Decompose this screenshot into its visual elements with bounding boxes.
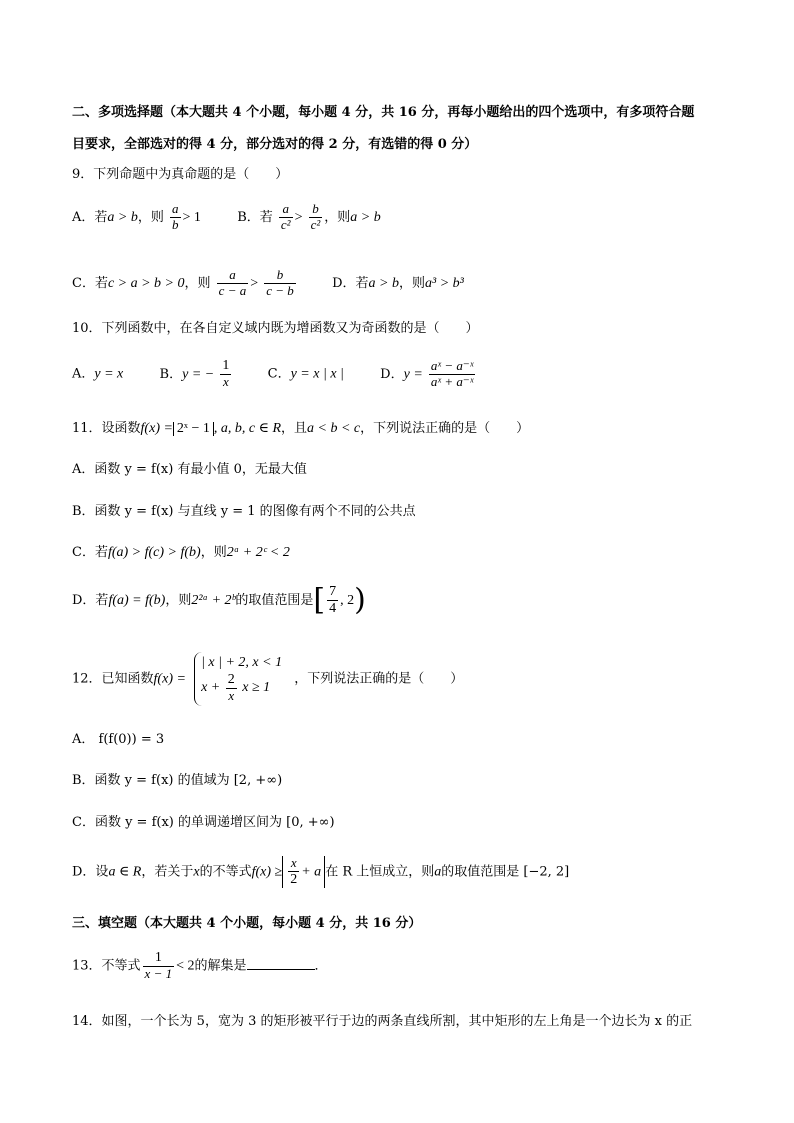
- question-9-options-ab: [72, 202, 381, 233]
- section-2-title-line2: 目要求，全部选对的得 4 分，部分选对的得 2 分，有选错的得 0 分）: [72, 137, 478, 152]
- question-10-stem: 10．下列函数中，在各自定义域内既为增函数又为奇函数的是（ ）: [72, 321, 479, 336]
- q10-option-c: C．y = x | x |: [267, 366, 344, 382]
- q12-option-b: B．函数 y = f(x) 的值域为 [2, +∞): [72, 773, 283, 788]
- question-9-stem: 9．下列命题中为真命题的是（ ）: [72, 167, 289, 182]
- q9-option-b: B．若 $\frac{a}{\text{c²}}$ > $\frac{b}{\text{c²}}$ ，则a > b: [237, 201, 381, 232]
- section-2-title-line1: 二、多项选择题（本大题共 4 个小题，每小题 4 分，共 16 分，再每小题给出的四个选项中，有多项符合题: [72, 105, 695, 120]
- q12-option-d: D．设a ∈ R，若关于x的不等式f(x) ≥ $\frac{x}{2}$ + a 在 R 上恒成立，则a的取值范围是 [−2, 2]: [72, 855, 570, 887]
- q10-option-d: D．y = $\frac{\text{aˣ − a⁻ˣ}}{\text{aˣ + a⁻ˣ}}$: [380, 357, 474, 389]
- q11-option-b: B．函数 y = f(x) 与直线 y = 1 的图像有两个不同的公共点: [72, 504, 416, 519]
- q11-option-c: C．若f(a) > f(c) > f(b)，则2ᵃ + 2ᶜ < 2: [72, 545, 290, 560]
- q9-option-a: A．若a > b，则 $\frac{a}{b}$ > 1: [72, 201, 201, 232]
- answer-blank: [247, 957, 315, 970]
- question-14-stem: 14．如图，一个长为 5，宽为 3 的矩形被平行于边的两条直线所割，其中矩形的左上角是一个边长为 x 的正: [72, 1014, 693, 1029]
- question-10-options: [72, 358, 477, 390]
- q10-option-a: A．y = x: [72, 366, 124, 382]
- q10-option-b: B．y = − $\frac{1}{x}$: [159, 358, 230, 390]
- question-13: 13．不等式 $\frac{1}{x - 1}$ < 2的解集是 ．: [72, 950, 328, 982]
- piecewise-function: | x | + 2, x < 1 x + $\frac{2}{x}$ x ≥ 1: [194, 652, 286, 706]
- q9-option-d: D．若a > b，则a³ > b³: [332, 275, 464, 291]
- q11-option-d: D．若f(a) = f(b)，则2²ᵃ + 2ᵇ的取值范围是[ $\frac{7}{4}$ , 2): [72, 582, 366, 618]
- section-3-title: 三、填空题（本大题共 4 个小题，每小题 4 分，共 16 分）: [72, 916, 422, 931]
- q9-option-c: C．若c > a > b > 0，则 $\frac{a}{c - a}$ > $\frac{b}{c - b}$: [72, 267, 294, 298]
- question-12-stem: 12．已知函数f(x) = | x | + 2, x < 1 x + $\frac{2}{x}$ x ≥ 1 ，下列说法正确的是（ ）: [72, 652, 463, 706]
- question-11-stem: 11．设函数f(x) = 2ˣ − 1 , a, b, c ∈ R，且a < b < c，下列说法正确的是（ ）: [72, 421, 530, 436]
- question-9-options-cd: [72, 268, 464, 299]
- q12-option-c: C．函数 y = f(x) 的单调递增区间为 [0, +∞): [72, 815, 335, 830]
- q11-option-a: A．函数 y = f(x) 有最小值 0，无最大值: [72, 462, 307, 477]
- q12-option-a: A． f(f(0)) = 3: [72, 732, 165, 747]
